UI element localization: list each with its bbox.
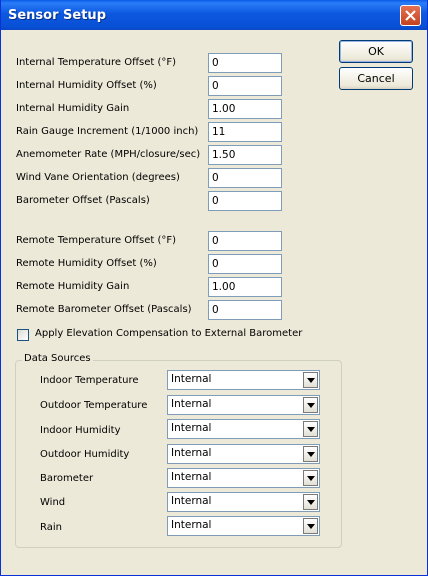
remote-humidity-gain-label: Remote Humidity Gain — [16, 281, 130, 292]
remote-humidity-offset-label: Remote Humidity Offset (%) — [16, 258, 157, 269]
remote-temp-offset-input[interactable]: 0 — [208, 231, 282, 251]
chevron-down-icon — [307, 403, 315, 408]
outdoor-temperature-value: Internal — [171, 398, 212, 410]
wind-select[interactable] — [167, 492, 320, 512]
rain-select[interactable] — [167, 516, 320, 536]
outdoor-humidity-label: Outdoor Humidity — [40, 449, 130, 460]
rain-gauge-increment-input[interactable]: 11 — [208, 122, 282, 142]
internal-humidity-offset-label: Internal Humidity Offset (%) — [16, 80, 157, 91]
indoor-temperature-value: Internal — [171, 373, 212, 385]
rain-source-label: Rain — [40, 522, 62, 533]
window-title: Sensor Setup — [8, 8, 106, 23]
outdoor-temperature-select[interactable] — [167, 395, 320, 415]
barometer-source-label: Barometer — [40, 473, 94, 484]
dropdown-arrow-button[interactable] — [303, 372, 318, 388]
internal-humidity-offset-input[interactable]: 0 — [208, 76, 282, 96]
internal-humidity-gain-input[interactable]: 1.00 — [208, 99, 282, 119]
wind-source-label: Wind — [40, 497, 66, 508]
remote-humidity-offset-input[interactable]: 0 — [208, 254, 282, 274]
remote-barometer-offset-input[interactable]: 0 — [208, 300, 282, 320]
dropdown-arrow-button[interactable] — [303, 421, 318, 437]
remote-barometer-offset-label: Remote Barometer Offset (Pascals) — [16, 304, 192, 315]
close-icon — [405, 10, 416, 21]
chevron-down-icon — [307, 378, 315, 383]
chevron-down-icon — [307, 452, 315, 457]
elevation-compensation-checkbox[interactable] — [17, 329, 29, 341]
chevron-down-icon — [307, 500, 315, 505]
indoor-temperature-label: Indoor Temperature — [40, 375, 139, 386]
chevron-down-icon — [307, 427, 315, 432]
barometer-select[interactable] — [167, 468, 320, 488]
barometer-offset-input[interactable]: 0 — [208, 191, 282, 211]
dropdown-arrow-button[interactable] — [303, 494, 318, 510]
dropdown-arrow-button[interactable] — [303, 397, 318, 413]
internal-temp-offset-input[interactable]: 0 — [208, 53, 282, 73]
remote-humidity-gain-input[interactable]: 1.00 — [208, 277, 282, 297]
indoor-humidity-value: Internal — [171, 422, 212, 434]
dropdown-arrow-button[interactable] — [303, 518, 318, 534]
dropdown-arrow-button[interactable] — [303, 470, 318, 486]
title-bar[interactable] — [1, 0, 427, 30]
barometer-offset-label: Barometer Offset (Pascals) — [16, 195, 150, 206]
close-button[interactable] — [400, 5, 421, 26]
indoor-temperature-select[interactable] — [167, 370, 320, 390]
internal-temp-offset-label: Internal Temperature Offset (°F) — [16, 57, 177, 68]
anemometer-rate-input[interactable]: 1.50 — [208, 145, 282, 165]
outdoor-humidity-select[interactable] — [167, 444, 320, 464]
data-sources-title: Data Sources — [24, 353, 91, 364]
anemometer-rate-label: Anemometer Rate (MPH/closure/sec) — [16, 149, 201, 160]
wind-vane-orientation-input[interactable]: 0 — [208, 168, 282, 188]
internal-humidity-gain-label: Internal Humidity Gain — [16, 103, 130, 114]
chevron-down-icon — [307, 524, 315, 529]
elevation-compensation-label: Apply Elevation Compensation to External Barometer — [35, 328, 303, 339]
ok-button[interactable]: OK — [339, 40, 413, 63]
chevron-down-icon — [307, 476, 315, 481]
indoor-humidity-select[interactable] — [167, 419, 320, 439]
outdoor-temperature-label: Outdoor Temperature — [40, 400, 148, 411]
wind-value: Internal — [171, 495, 212, 507]
rain-value: Internal — [171, 519, 212, 531]
rain-gauge-increment-label: Rain Gauge Increment (1/1000 inch) — [16, 126, 199, 137]
wind-vane-orientation-label: Wind Vane Orientation (degrees) — [16, 172, 180, 183]
indoor-humidity-label: Indoor Humidity — [40, 425, 121, 436]
remote-temp-offset-label: Remote Temperature Offset (°F) — [16, 235, 177, 246]
outdoor-humidity-value: Internal — [171, 447, 212, 459]
cancel-button[interactable]: Cancel — [339, 67, 413, 90]
barometer-value: Internal — [171, 471, 212, 483]
dropdown-arrow-button[interactable] — [303, 446, 318, 462]
